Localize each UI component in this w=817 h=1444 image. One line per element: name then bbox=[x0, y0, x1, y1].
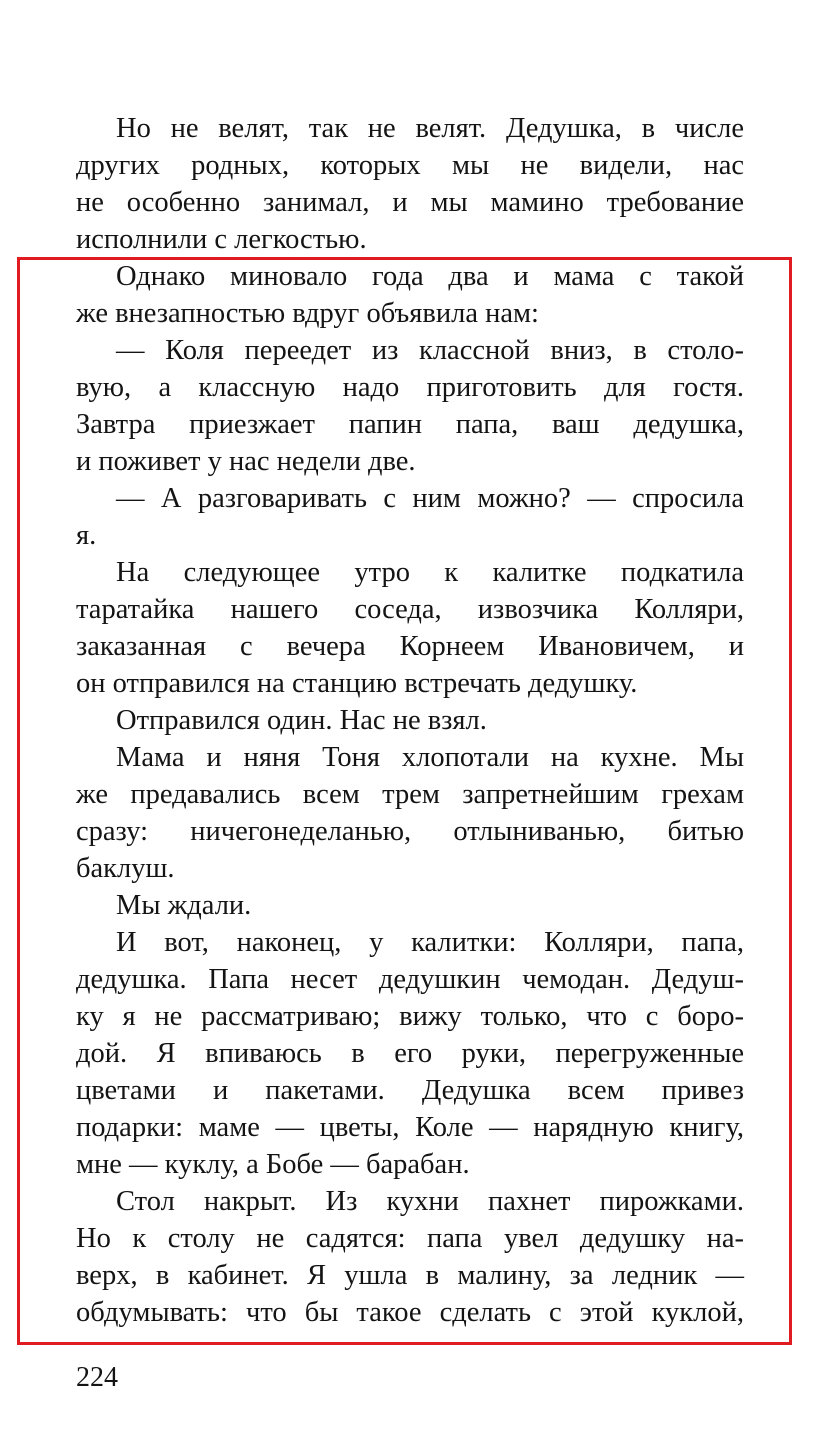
text-line: На следующее утро к калитке подкатила bbox=[116, 557, 744, 588]
text-line: Однако миновало года два и мама с такой bbox=[116, 261, 744, 292]
text-line: других родных, которых мы не видели, нас bbox=[76, 150, 744, 181]
text-line: таратайка нашего соседа, извозчика Колляри, bbox=[76, 594, 744, 625]
intro-paragraph bbox=[76, 110, 744, 258]
text-line: и поживет у нас недели две. bbox=[76, 446, 416, 477]
text-line: верх, в кабинет. Я ушла в малину, за ледник — bbox=[76, 1260, 744, 1291]
text-line: сразу: ничегонеделанью, отлыниванью, битью bbox=[76, 816, 744, 847]
text-line: дой. Я впиваюсь в его руки, перегруженные bbox=[76, 1038, 744, 1069]
text-line: Мама и няня Тоня хлопотали на кухне. Мы bbox=[116, 742, 744, 773]
text-line: не особенно занимал, и мы мамино требование bbox=[76, 187, 744, 218]
text-line: Мы ждали. bbox=[116, 890, 252, 921]
text-line: мне — куклу, а Бобе — барабан. bbox=[76, 1149, 470, 1180]
text-line: подарки: маме — цветы, Коле — нарядную книгу, bbox=[76, 1112, 744, 1143]
text-line: баклуш. bbox=[76, 853, 175, 884]
page-number: 224 bbox=[76, 1362, 118, 1393]
text-line: обдумывать: что бы такое сделать с этой куклой, bbox=[76, 1297, 744, 1328]
text-line: я. bbox=[76, 520, 97, 551]
text-line: же предавались всем трем запретнейшим грехам bbox=[76, 779, 744, 810]
text-line: исполнили с легкостью. bbox=[76, 224, 367, 255]
text-line: — Коля переедет из классной вниз, в столо- bbox=[116, 335, 744, 366]
text-line: ку я не рассматриваю; вижу только, что с боро- bbox=[76, 1001, 744, 1032]
text-line: Но к столу не садятся: папа увел дедушку на- bbox=[76, 1223, 744, 1254]
text-line: Но не велят, так не велят. Дедушка, в числе bbox=[116, 113, 744, 144]
text-line: же внезапностью вдруг объявила нам: bbox=[76, 298, 539, 329]
highlighted-text bbox=[76, 258, 744, 1331]
text-line: заказанная с вечера Корнеем Ивановичем, и bbox=[76, 631, 744, 662]
text-line: Отправился один. Нас не взял. bbox=[116, 705, 487, 736]
text-line: — А разговаривать с ним можно? — спросила bbox=[116, 483, 744, 514]
text-line: Завтра приезжает папин папа, ваш дедушка, bbox=[76, 409, 744, 440]
text-line: вую, а классную надо приготовить для гостя. bbox=[76, 372, 744, 403]
text-line: цветами и пакетами. Дедушка всем привез bbox=[76, 1075, 744, 1106]
text-line: он отправился на станцию встречать дедушку. bbox=[76, 668, 638, 699]
text-line: дедушка. Папа несет дедушкин чемодан. Дедуш- bbox=[76, 964, 744, 995]
text-line: И вот, наконец, у калитки: Колляри, папа, bbox=[116, 927, 744, 958]
text-line: Стол накрыт. Из кухни пахнет пирожками. bbox=[116, 1186, 744, 1217]
